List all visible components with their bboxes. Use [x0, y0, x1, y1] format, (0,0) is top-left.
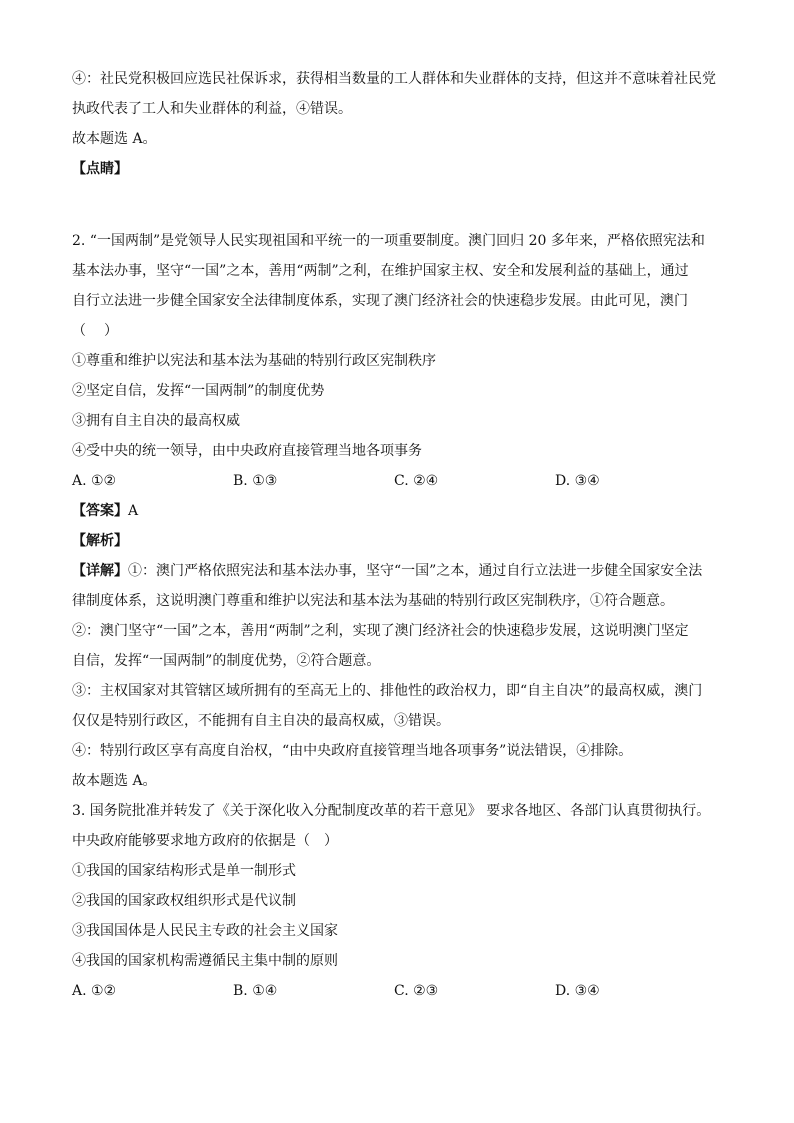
- q3-item: ①我国的国家结构形式是单一制形式: [72, 863, 296, 879]
- q2-detail-line: ②：澳门坚守“一国”之本，善用“两制”之利，实现了澳门经济社会的快速稳步发展，这说明澳门坚定: [72, 623, 689, 639]
- q2-conclusion: 故本题选 A。: [72, 773, 157, 789]
- q2-item: ①尊重和维护以宪法和基本法为基础的特别行政区宪制秩序: [72, 353, 436, 369]
- q1-conclusion: 故本题选 A。: [72, 131, 157, 147]
- q1-analysis-line: 执政代表了工人和失业群体的利益，④错误。: [72, 101, 352, 117]
- q2-stem-line: 2. “一国两制”是党领导人民实现祖国和平统一的一项重要制度。澳门回归 20 多年来，严格依照宪法和: [72, 233, 705, 249]
- q2-stem-line: 基本法办事，坚守“一国”之本，善用“两制”之利，在维护国家主权、安全和发展利益的基础上，通过: [72, 263, 689, 279]
- q2-option-a: A. ①②: [72, 473, 117, 489]
- analysis-tag: 【解析】: [72, 533, 128, 549]
- q3-stem-line: 3. 国务院批准并转发了《关于深化收入分配制度改革的若干意见》 要求各地区、各部门认真贯彻执行。: [72, 803, 711, 819]
- blank-spacer: [72, 184, 724, 226]
- q2-answer-bracket: （ ）: [72, 323, 120, 339]
- q3-options: [72, 976, 724, 1006]
- q2-answer-value: A: [128, 503, 139, 519]
- q3-option-a: A. ①②: [72, 983, 117, 999]
- answer-tag: 【答案】: [72, 503, 128, 519]
- q3-option-d: D. ③④: [555, 983, 600, 999]
- q3-option-b: B. ①④: [233, 983, 278, 999]
- q2-detail-line: 律制度体系，这说明澳门尊重和维护以宪法和基本法为基础的特别行政区宪制秩序，①符合题意。: [72, 593, 674, 609]
- q2-detail-line: [72, 556, 724, 586]
- q3-item: ④我国的国家机构需遵循民主集中制的原则: [72, 953, 338, 969]
- q2-detail-line: 自信，发挥“一国两制”的制度优势，②符合题意。: [72, 653, 381, 669]
- q3-stem-line: 中央政府能够要求地方政府的依据是（ ）: [72, 833, 338, 849]
- q1-dianjing-tag: 【点睛】: [72, 161, 128, 177]
- q2-detail-text: ①：澳门严格依照宪法和基本法办事，坚守“一国”之本，通过自行立法进一步健全国家安全法: [128, 563, 703, 579]
- q2-item: ③拥有自主自决的最高权威: [72, 413, 240, 429]
- q3-option-c: C. ②③: [394, 983, 439, 999]
- q2-options: [72, 466, 724, 496]
- q2-option-d: D. ③④: [555, 473, 600, 489]
- detail-tag: 【详解】: [72, 563, 128, 579]
- q2-detail-line: 仅仅是特别行政区，不能拥有自主自决的最高权威，③错误。: [72, 713, 450, 729]
- q2-detail-line: ④：特别行政区享有高度自治权，“由中央政府直接管理当地各项事务”说法错误，④排除。: [72, 743, 633, 759]
- q1-analysis-line: ④：社民党积极回应选民社保诉求，获得相当数量的工人群体和失业群体的支持，但这并不意味着社民党: [72, 71, 716, 87]
- q2-detail-line: ③：主权国家对其管辖区域所拥有的至高无上的、排他性的政治权力，即“自主自决”的最高权威，澳门: [72, 683, 703, 699]
- q2-option-c: C. ②④: [394, 473, 439, 489]
- q2-item: ④受中央的统一领导，由中央政府直接管理当地各项事务: [72, 443, 422, 459]
- q2-answer-line: [72, 496, 724, 526]
- q3-item: ②我国的国家政权组织形式是代议制: [72, 893, 296, 909]
- q2-option-b: B. ①③: [233, 473, 278, 489]
- q2-stem-line: 自行立法进一步健全国家安全法律制度体系，实现了澳门经济社会的快速稳步发展。由此可见，澳门: [72, 293, 688, 309]
- q2-item: ②坚定自信，发挥“一国两制”的制度优势: [72, 383, 325, 399]
- q3-item: ③我国国体是人民民主专政的社会主义国家: [72, 923, 338, 939]
